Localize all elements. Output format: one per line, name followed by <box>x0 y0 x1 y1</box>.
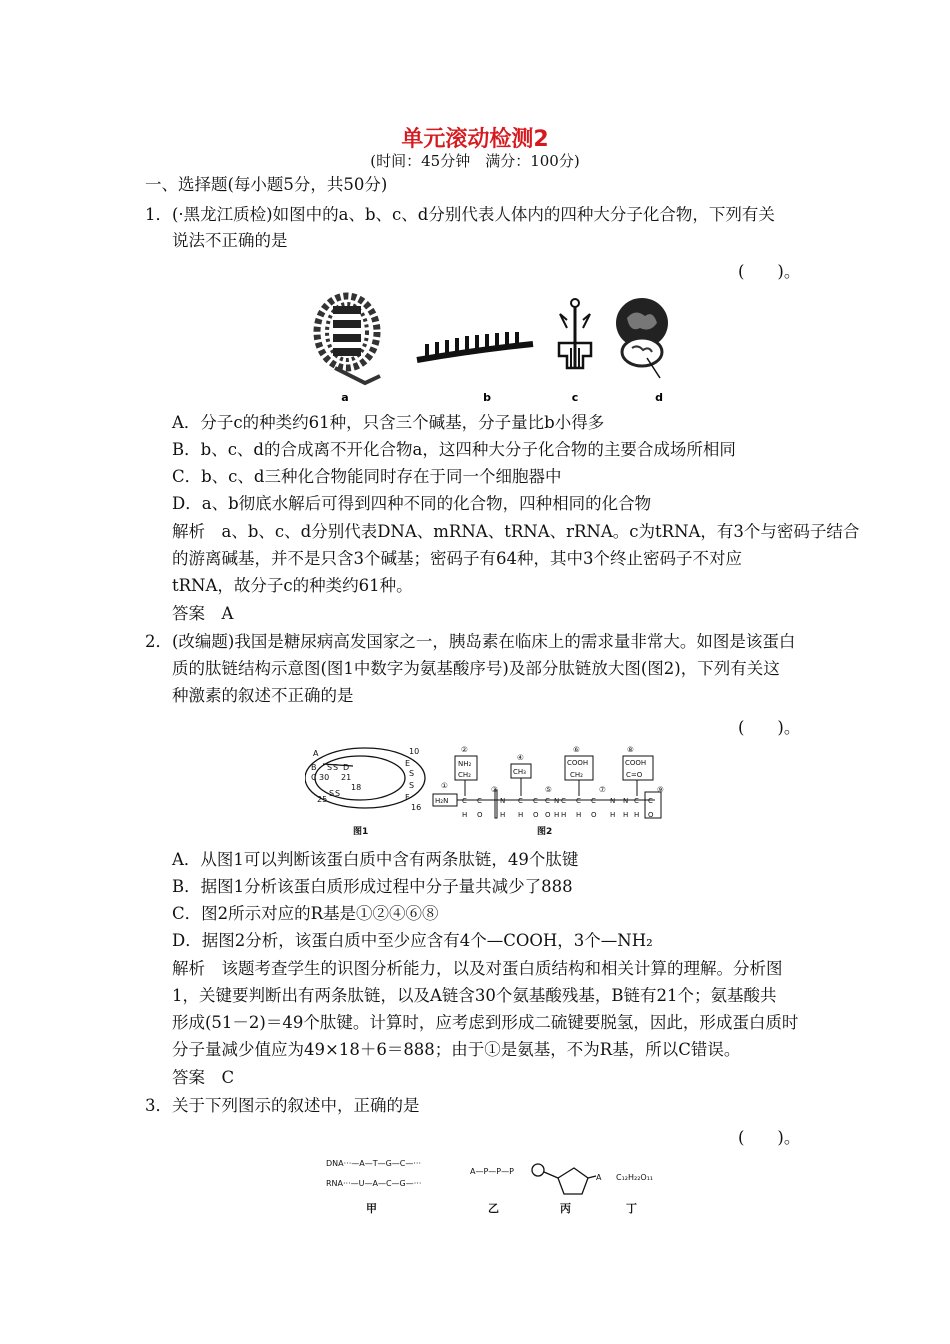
fig1-label-d: D <box>343 763 350 772</box>
fig2-circle-9: ⑨ <box>657 785 664 794</box>
fig1-label-s2: S <box>333 763 339 772</box>
q2-option-c: C．图2所示对应的R基是①②④⑥⑧ <box>172 904 439 923</box>
fig2-group-nh2: NH₂ <box>458 760 472 768</box>
fig1-label-e: E <box>405 759 411 768</box>
fig2-circle-3: ③ <box>491 785 498 794</box>
q3-label-bing: 丙 <box>560 1202 571 1215</box>
nucleotide-figure <box>532 1164 596 1194</box>
fig1-label-s4: S <box>335 789 341 798</box>
fig2-bb-h3: H <box>518 811 524 819</box>
q1-analysis-line3: tRNA，故分子c的种类约61种。 <box>172 576 413 595</box>
q2-option-d: D．据图2分析，该蛋白质中至少应含有4个—COOH，3个—NH₂ <box>172 931 653 950</box>
q1-option-b: B．b、c、d的合成离不开化合物a，这四种大分子化合物的主要合成场所相同 <box>172 440 736 459</box>
fig2-bb-n1: N <box>500 797 506 805</box>
trna-figure <box>559 299 591 368</box>
page-subtitle: (时间：45分钟 满分：100分) <box>370 152 580 170</box>
q1-option-a: A．分子c的种类约61种，只含三个碱基，分子量比b小得多 <box>172 413 605 432</box>
fig2-bb-o3: O <box>591 811 597 819</box>
q3-label-jia: 甲 <box>366 1202 377 1215</box>
page-title: 单元滚动检测2 <box>401 127 549 152</box>
fig2-bb-c10: C <box>545 797 550 805</box>
fig1-label-a: a <box>341 391 349 404</box>
q2-stem-line2: 质的肽链结构示意图(图1中数字为氨基酸序号)及部分肽链放大图(图2)，下列有关这 <box>172 659 780 678</box>
q3-ding-formula: C₁₂H₂₂O₁₁ <box>616 1173 654 1182</box>
fig2-bb-c2: C <box>477 797 482 805</box>
fig1-caption: 图1 <box>353 827 369 837</box>
q1-option-c: C．b、c、d三种化合物能同时存在于同一个细胞器中 <box>172 467 562 486</box>
fig1-label-f: F <box>405 793 410 802</box>
q2-analysis-line3: 形成(51－2)＝49个肽键。计算时，应考虑到形成二硫键要脱氢，因此，形成蛋白质时 <box>172 1013 799 1032</box>
fig1-label-d: d <box>655 391 663 404</box>
fig1-label-b: b <box>483 391 491 404</box>
fig2-bb-c6: C <box>591 797 596 805</box>
fig2-group-cooh-b: COOH <box>625 759 647 767</box>
fig2-bb-o5: O <box>648 811 654 819</box>
fig2-bb-c3: C <box>518 797 523 805</box>
fig1-chain-a: A <box>313 749 319 758</box>
fig2-group-cooh: COOH <box>567 759 589 767</box>
fig2-bb-h9: H <box>561 811 567 819</box>
fig2-bb-c8: C <box>648 797 653 805</box>
fig2-bb-h8: H <box>623 811 629 819</box>
fig1-label-s1: S <box>327 763 333 772</box>
fig2-bb-o4: O <box>545 811 551 819</box>
fig2-bb-c7: C <box>634 797 639 805</box>
q2-answer: 答案 C <box>172 1068 235 1087</box>
fig2-circle-6: ⑥ <box>573 745 580 754</box>
q1-figure <box>305 288 690 406</box>
q2-analysis-line2: 1，关键要判断出有两条肽链，以及A链含30个氨基酸残基，B链有21个；氨基酸共 <box>172 986 777 1005</box>
fig1-label-c: c <box>571 391 579 404</box>
fig2-caption: 图2 <box>537 827 553 837</box>
fig2-bb-n3: N <box>610 797 616 805</box>
q2-stem-line1: (改编题)我国是糖尿病高发国家之一，胰岛素在临床上的需求量非常大。如图是该蛋白 <box>172 632 796 651</box>
fig2-circle-4: ④ <box>517 753 524 762</box>
fig2-circle-7: ⑦ <box>599 785 606 794</box>
fig2-group-ch3: CH₃ <box>513 768 526 776</box>
fig2-circle-2: ② <box>461 745 468 754</box>
q2-answer-paren: ( )。 <box>738 718 801 737</box>
q3-bing-base: A <box>596 1173 602 1182</box>
fig2-group-ch2-b: CH₂ <box>570 771 583 779</box>
fig1-label-21: 21 <box>341 773 352 782</box>
fig1-label-s6: S <box>409 781 415 790</box>
q1-stem-line1: (·黑龙江质检)如图中的a、b、c、d分别代表人体内的四种大分子化合物，下列有关 <box>172 205 775 224</box>
fig2-h2n: H₂N <box>435 797 449 805</box>
fig2-circle-8: ⑧ <box>627 745 634 754</box>
fig1-label-s3: S <box>329 789 335 798</box>
fig1-label-c: C <box>311 773 317 782</box>
ribosome-figure <box>616 298 668 378</box>
q3-label-yi: 乙 <box>488 1202 499 1215</box>
q1-stem-line2: 说法不正确的是 <box>172 231 288 250</box>
fig1-label-s5: S <box>409 769 415 778</box>
q2-number: 2． <box>145 632 172 651</box>
fig1-label-30: 30 <box>319 773 330 782</box>
fig1-label-18: 18 <box>351 783 362 792</box>
q1-answer: 答案 A <box>172 604 234 623</box>
mrna-figure <box>417 332 533 360</box>
fig1-label-10: 10 <box>409 747 420 756</box>
section-heading: 一、选择题(每小题5分，共50分) <box>145 175 388 194</box>
q3-jia-dna: DNA···—A—T—G—C—··· <box>326 1159 422 1168</box>
q2-stem-line3: 种激素的叙述不正确的是 <box>172 686 354 705</box>
fig1-label-16: 16 <box>411 803 422 812</box>
fig2-bb-h6: H <box>610 811 616 819</box>
q3-label-ding: 丁 <box>626 1202 637 1215</box>
q3-figure <box>320 1152 660 1218</box>
fig2-bb-n4: N <box>623 797 629 805</box>
q1-answer-paren: ( )。 <box>738 262 801 281</box>
q3-answer-paren: ( )。 <box>738 1128 801 1147</box>
q1-option-d: D．a、b彻底水解后可得到四种不同的化合物，四种相同的化合物 <box>172 494 652 513</box>
fig2-bb-c5: C <box>576 797 581 805</box>
fig2-bb-h1: H <box>462 811 468 819</box>
fig2-bb-h7: H <box>634 811 640 819</box>
fig2-bb-h5: H <box>576 811 582 819</box>
q2-option-b: B．据图1分析该蛋白质形成过程中分子量共减少了888 <box>172 877 573 896</box>
fig2-bb-c9: C <box>561 797 566 805</box>
q2-analysis-line4: 分子量减少值应为49×18＋6＝888；由于①是氨基，不为R基，所以C错误。 <box>172 1040 741 1059</box>
fig2-bb-h4: H <box>554 811 560 819</box>
fig2-bb-o2: O <box>533 811 539 819</box>
q1-analysis-line2: 的游离碱基，并不是只含3个碱基；密码子有64种，其中3个终止密码子不对应 <box>172 549 742 568</box>
fig1-chain-b: B <box>311 763 317 772</box>
fig2-circle-5: ⑤ <box>545 785 552 794</box>
q3-yi-atp: A—P—P—P <box>470 1167 514 1176</box>
q2-figure <box>305 742 675 838</box>
q1-number: 1． <box>145 205 172 224</box>
fig2-bb-c1: C <box>462 797 467 805</box>
q2-option-a: A．从图1可以判断该蛋白质中含有两条肽链，49个肽键 <box>172 850 579 869</box>
fig2-bb-h2: H <box>500 811 506 819</box>
q2-analysis-line1: 解析 该题考查学生的识图分析能力，以及对蛋白质结构和相关计算的理解。分析图 <box>172 959 783 978</box>
fig2-group-ch2: CH₂ <box>458 771 471 779</box>
fig2-group-co: C=O <box>626 771 643 779</box>
fig2-circle-1: ① <box>441 781 448 790</box>
fig1-label-25: 25 <box>317 795 328 804</box>
q3-jia-rna: RNA···—U—A—C—G—··· <box>326 1179 422 1188</box>
q1-analysis-line1: 解析 a、b、c、d分别代表DNA、mRNA、tRNA、rRNA。c为tRNA，有3个与密码子结合 <box>172 522 860 541</box>
q3-number: 3． <box>145 1096 172 1115</box>
q3-stem: 关于下列图示的叙述中，正确的是 <box>172 1096 420 1115</box>
fig2-bb-c4: C <box>533 797 538 805</box>
dna-helix-figure <box>317 296 380 383</box>
fig2-bb-o1: O <box>477 811 483 819</box>
fig2-bb-n2: N <box>554 797 560 805</box>
